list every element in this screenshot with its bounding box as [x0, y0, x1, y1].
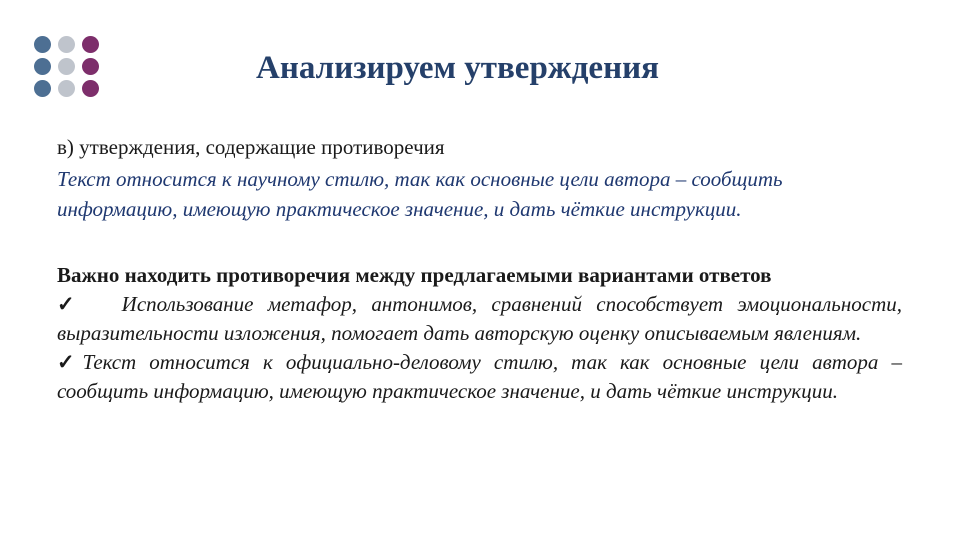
slide-content — [57, 132, 902, 406]
checklist-item — [57, 290, 902, 348]
checkmark-icon: ✓ — [57, 350, 83, 374]
example-statement: Текст относится к научному стилю, так как основные цели автора – сообщить информацию, имеющую практическое значение, и дать чёткие инструкции. — [57, 167, 783, 221]
subheading: в) утверждения, содержащие противоречия — [57, 135, 445, 159]
checklist-item-text: Использование метафор, антонимов, сравнений способствует эмоциональности, выразительности изложения, помогает дать авторскую оценку описываемым явлениям. — [57, 292, 902, 345]
checklist-item-text: Текст относится к официально-деловому стилю, так как основные цели автора – сообщить информацию, имеющую практическое значение, и дать чёткие инструкции. — [57, 350, 902, 403]
key-point-heading: Важно находить противоречия между предлагаемыми вариантами ответов — [57, 263, 772, 287]
checklist-item — [57, 348, 902, 406]
checkmark-icon: ✓ — [57, 292, 84, 316]
slide-title: Анализируем утверждения — [256, 50, 659, 86]
